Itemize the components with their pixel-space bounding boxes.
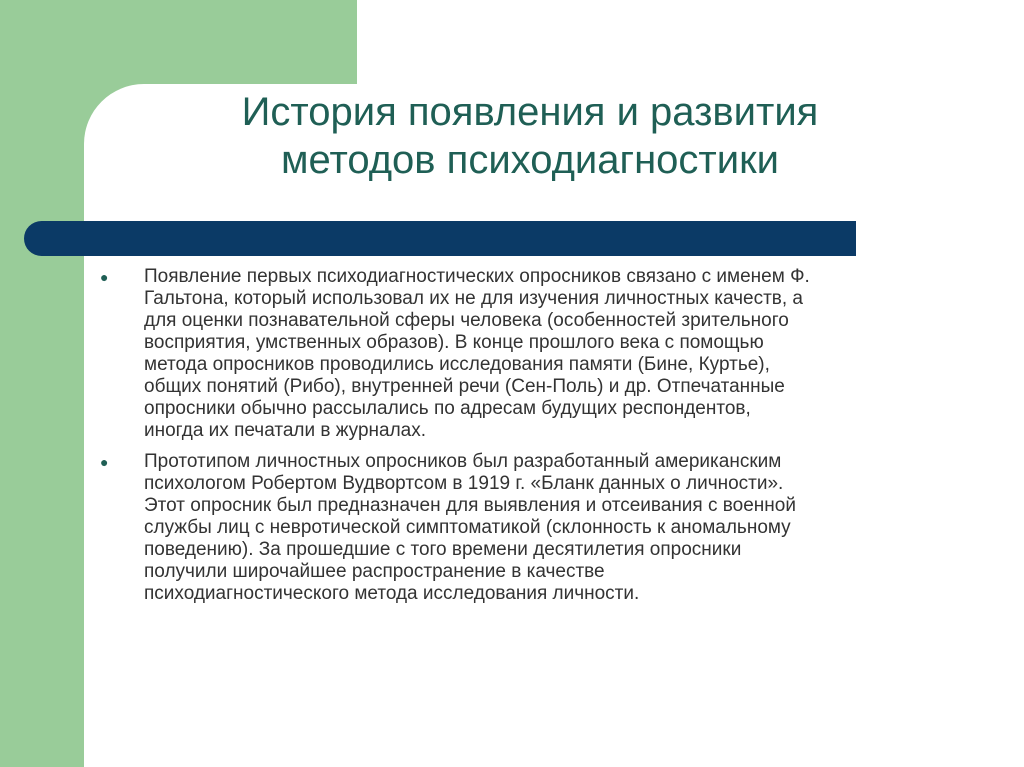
bullet-1-line-6: общих понятий (Рибо), внутренней речи (Сен-Поль) и др. Отпечатанные bbox=[144, 376, 785, 397]
title-line-1: История появления и развития bbox=[241, 90, 819, 134]
bullet-1-line-1: Появление первых психодиагностических опросников связано с именем Ф. bbox=[144, 266, 810, 287]
bullet-dot-icon: ● bbox=[100, 269, 109, 285]
bullet-1-line-5: метода опросников проводились исследования памяти (Бине, Куртье), bbox=[144, 354, 770, 375]
bullet-list bbox=[100, 266, 940, 614]
slide-title bbox=[150, 88, 910, 184]
bullet-1-line-4: восприятия, умственных образов). В конце прошлого века с помощью bbox=[144, 332, 764, 353]
title-divider-bar bbox=[24, 221, 856, 256]
bullet-2-line-2: психологом Робертом Вудвортсом в 1919 г. «Бланк данных о личности». bbox=[144, 473, 784, 494]
title-line-2: методов психодиагностики bbox=[281, 138, 779, 182]
bullet-dot-icon: ● bbox=[100, 454, 109, 470]
bullet-1-line-7: опросники обычно рассылались по адресам будущих респондентов, bbox=[144, 398, 751, 419]
bullet-2-line-6: получили широчайшее распространение в качестве bbox=[144, 561, 605, 582]
bullet-2-line-7: психодиагностического метода исследования личности. bbox=[144, 583, 640, 604]
bullet-item-2 bbox=[100, 451, 940, 605]
bullet-2-line-4: службы лиц с невротической симптоматикой (склонность к аномальному bbox=[144, 517, 791, 538]
bullet-1-line-2: Гальтона, который использовал их не для изучения личностных качеств, а bbox=[144, 288, 803, 309]
bullet-2-line-1: Прототипом личностных опросников был разработанный американским bbox=[144, 451, 782, 472]
bullet-1-line-3: для оценки познавательной сферы человека (особенностей зрительного bbox=[144, 310, 789, 331]
bullet-2-line-5: поведению). За прошедшие с того времени десятилетия опросники bbox=[144, 539, 742, 560]
bullet-item-1 bbox=[100, 266, 940, 442]
bullet-1-line-8: иногда их печатали в журналах. bbox=[144, 420, 427, 441]
bullet-2-line-3: Этот опросник был предназначен для выявления и отсеивания с военной bbox=[144, 495, 796, 516]
